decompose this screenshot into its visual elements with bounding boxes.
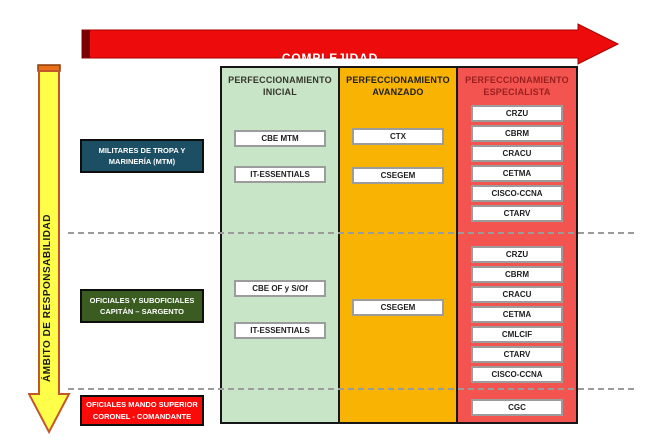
course-box-cbe-of: CBE OF y S/Of [234, 280, 326, 297]
course-box-it-essentials-mtm: IT-ESSENTIALS [234, 166, 326, 183]
course-box-cgc: CGC [471, 399, 563, 416]
responsibility-arrow [28, 64, 72, 436]
responsibility-arrow-label: ÁMBITO DE RESPONSABILIDAD [42, 214, 53, 382]
column-title-especialista: PERFECCIONAMIENTO ESPECIALISTA [465, 75, 569, 98]
row-label-oficiales-line1: OFICIALES Y SUBOFICIALES [89, 295, 195, 305]
course-box-cisco-ccna-of: CISCO-CCNA [471, 366, 563, 383]
row-label-mtm-line1: MILITARES DE TROPA Y [98, 145, 186, 155]
course-box-cetma-of: CETMA [471, 306, 563, 323]
row-label-mtm-line2: MARINERÍA (MTM) [108, 157, 176, 166]
course-box-it-essentials-of: IT-ESSENTIALS [234, 322, 326, 339]
course-box-crzu-of: CRZU [471, 246, 563, 263]
column-perfeccionamiento-avanzado [338, 66, 458, 424]
complexity-arrow-label: COMPLEJIDAD [281, 51, 379, 65]
course-box-csegem-of: CSEGEM [352, 299, 444, 316]
column-title-inicial: PERFECCIONAMIENTO INICIAL [228, 75, 332, 98]
row-separator-bottom [68, 388, 634, 390]
row-label-mtm [80, 139, 204, 173]
course-box-crzu-mtm: CRZU [471, 105, 563, 122]
row-label-oficiales-line2: CAPITÁN – SARGENTO [99, 307, 185, 316]
row-label-mando-line2: CORONEL - COMANDANTE [92, 411, 192, 421]
course-box-ctarv-mtm: CTARV [471, 205, 563, 222]
course-box-cbrm-mtm: CBRM [471, 125, 563, 142]
course-box-cbrm-of: CBRM [471, 266, 563, 283]
row-separator-top [68, 232, 634, 234]
course-box-cbe-mtm: CBE MTM [234, 130, 326, 147]
course-box-ctarv-of: CTARV [471, 346, 563, 363]
course-box-cetma-mtm: CETMA [471, 165, 563, 182]
course-box-cracu-mtm: CRACU [471, 145, 563, 162]
course-box-ctx: CTX [352, 128, 444, 145]
row-label-mando-line1: OFICIALES MANDO SUPERIOR [86, 400, 198, 410]
course-box-cracu-of: CRACU [471, 286, 563, 303]
course-box-csegem-mtm: CSEGEM [352, 167, 444, 184]
column-title-avanzado: PERFECCIONAMIENTO AVANZADO [346, 75, 450, 98]
course-box-cisco-ccna-mtm: CISCO-CCNA [471, 185, 563, 202]
complexity-arrow [80, 22, 622, 66]
course-box-cmlcif-of: CMLCIF [471, 326, 563, 343]
column-perfeccionamiento-inicial [220, 66, 340, 424]
row-label-oficiales [80, 289, 204, 323]
row-label-mando-superior [80, 395, 204, 426]
